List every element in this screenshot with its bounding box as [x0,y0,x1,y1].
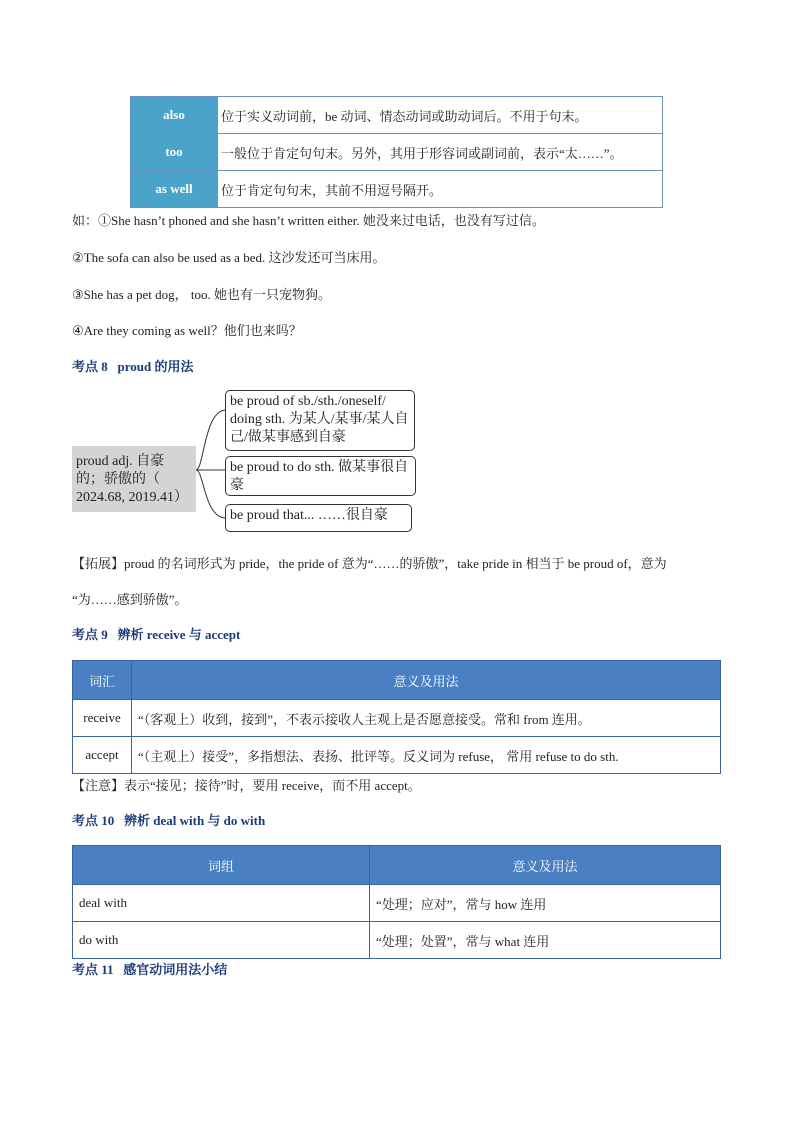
table-header-row [73,661,721,700]
section-title: 辨析 deal with 与 do with [124,813,266,828]
mindmap-root: proud adj. 自豪的；骄傲的（ 2024.68, 2019.41） [72,446,196,512]
table-row [131,97,663,134]
phrase-cell: do with [73,922,370,959]
table-row [131,134,663,171]
mindmap-branch-3: be proud that... ……很自豪 [225,504,412,532]
section-number: 考点 8 [72,359,108,374]
example-3: ③She has a pet dog， too. 她也有一只宠物狗。 [72,287,331,302]
section-title: 辨析 receive 与 accept [117,627,241,642]
section-number: 考点 11 [72,962,114,977]
expand-line-1: 【拓展】proud 的名词形式为 pride，the pride of 意为“……的骄傲”，take pride in 相当于 be proud of，意为 [72,556,667,571]
section-title: proud 的用法 [117,359,194,374]
example-4: ④Are they coming as well？他们也来吗？ [72,323,302,338]
word-cell: also [131,97,218,134]
expand-line-2: “为……感到骄傲”。 [72,592,188,607]
desc-cell: 位于实义动词前，be 动词、情态动词或助动词后。不用于句末。 [218,97,663,134]
section-number: 考点 10 [72,813,115,828]
column-header: 意义及用法 [370,846,721,885]
desc-cell: “处理；处置”，常与 what 连用 [370,922,721,959]
table-row [73,700,721,737]
table-row [131,171,663,208]
word-cell: receive [73,700,132,737]
table-row [73,737,721,774]
word-cell: as well [131,171,218,208]
example-2: ②The sofa can also be used as a bed. 这沙发还可当床用。 [72,250,386,265]
mindmap-branch-2: be proud to do sth. 做某事很自豪 [225,456,416,496]
section-heading-10 [72,810,265,829]
desc-cell: 位于肯定句句末，其前不用逗号隔开。 [218,171,663,208]
phrase-cell: deal with [73,885,370,922]
section-heading-9 [72,624,240,643]
desc-cell: 一般位于肯定句句末。另外，其用于形容词或副词前，表示“太……”。 [218,134,663,171]
note-line: 【注意】表示“接见；接待”时，要用 receive，而不用 accept。 [72,778,421,793]
table-row [73,885,721,922]
mindmap-branch-1: be proud of sb./sth./oneself/ doing sth. 为某人/某事/某人自己/做某事感到自豪 [225,390,415,451]
section-heading-8 [72,356,194,375]
also-too-aswell-table [130,96,663,208]
table-header-row [73,846,721,885]
mindmap-connectors [190,390,230,530]
section-number: 考点 9 [72,627,108,642]
desc-cell: “（主观上）接受”，多指想法、表扬、批评等。反义词为 refuse， 常用 refuse to do sth. [132,737,721,774]
example-1: 如：①She hasn’t phoned and she hasn’t written either. 她没来过电话，也没有写过信。 [72,213,545,228]
dealwith-dowith-table [72,845,721,959]
receive-accept-table [72,660,721,774]
column-header: 词组 [73,846,370,885]
desc-cell: “处理；应对”，常与 how 连用 [370,885,721,922]
word-cell: too [131,134,218,171]
column-header: 词汇 [73,661,132,700]
section-heading-11 [72,959,227,978]
word-cell: accept [73,737,132,774]
column-header: 意义及用法 [132,661,721,700]
table-row [73,922,721,959]
section-title: 感官动词用法小结 [123,962,228,977]
desc-cell: “（客观上）收到，接到”，不表示接收人主观上是否愿意接受。常和 from 连用。 [132,700,721,737]
